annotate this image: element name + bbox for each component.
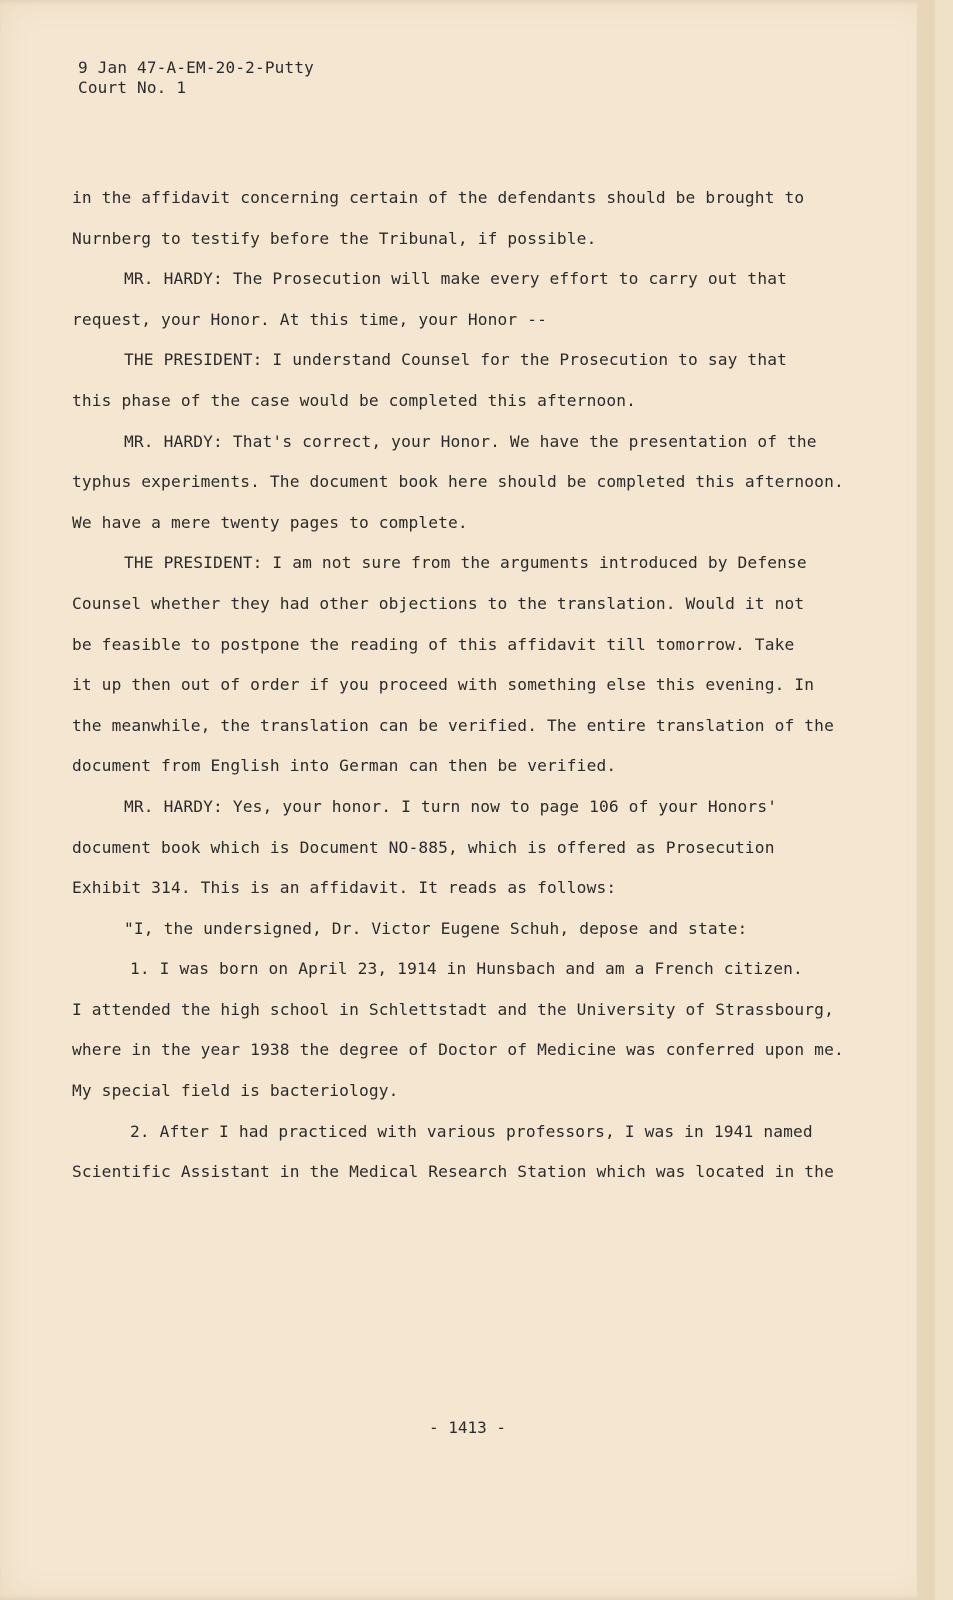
transcript-line: request, your Honor. At this time, your Honor -- [72,309,547,329]
transcript-line: Exhibit 314. This is an affidavit. It reads as follows: [72,878,617,898]
transcript-line: 1. I was born on April 23, 1914 in Hunsbach and am a French citizen. [130,959,803,979]
transcript-line: the meanwhile, the translation can be verified. The entire translation of the [72,715,834,735]
header-court-number: Court No. 1 [78,78,187,97]
transcript-line: document from English into German can then be verified. [72,756,617,776]
transcript-line: THE PRESIDENT: I understand Counsel for the Prosecution to say that [124,350,788,370]
transcript-line: 2. After I had practiced with various professors, I was in 1941 named [130,1121,813,1141]
transcript-line: MR. HARDY: The Prosecution will make every effort to carry out that [124,269,788,289]
transcript-line: typhus experiments. The document book here should be completed this afternoon. [72,472,844,492]
document-header [78,58,314,98]
transcript-line: be feasible to postpone the reading of this affidavit till tomorrow. Take [72,634,795,654]
transcript-line: where in the year 1938 the degree of Doctor of Medicine was conferred upon me. [72,1040,844,1060]
transcript-line: "I, the undersigned, Dr. Victor Eugene Schuh, depose and state: [124,918,748,938]
page-edge [917,0,935,1600]
transcript-line: We have a mere twenty pages to complete. [72,512,468,532]
transcript-line: MR. HARDY: That's correct, your Honor. We have the presentation of the [124,431,817,451]
transcript-line: Nurnberg to testify before the Tribunal, if possible. [72,228,597,248]
transcript-line: it up then out of order if you proceed with something else this evening. In [72,675,815,695]
page-number: - 1413 - [428,1418,507,1437]
transcript-line: My special field is bacteriology. [72,1081,399,1101]
transcript-line: THE PRESIDENT: I am not sure from the arguments introduced by Defense [124,553,807,573]
transcript-line: document book which is Document NO-885, which is offered as Prosecution [72,837,775,857]
transcript-body [72,178,872,1193]
header-date-reference: 9 Jan 47-A-EM-20-2-Putty [78,58,314,77]
transcript-line: I attended the high school in Schlettstadt and the University of Strassbourg, [72,999,834,1019]
transcript-line: MR. HARDY: Yes, your honor. I turn now to page 106 of your Honors' [124,796,778,816]
transcript-line: in the affidavit concerning certain of the defendants should be brought to [72,188,805,207]
transcript-line: Counsel whether they had other objections to the translation. Would it not [72,593,805,613]
transcript-line: this phase of the case would be completed this afternoon. [72,390,637,410]
transcript-line: Scientific Assistant in the Medical Research Station which was located in the [72,1162,834,1182]
